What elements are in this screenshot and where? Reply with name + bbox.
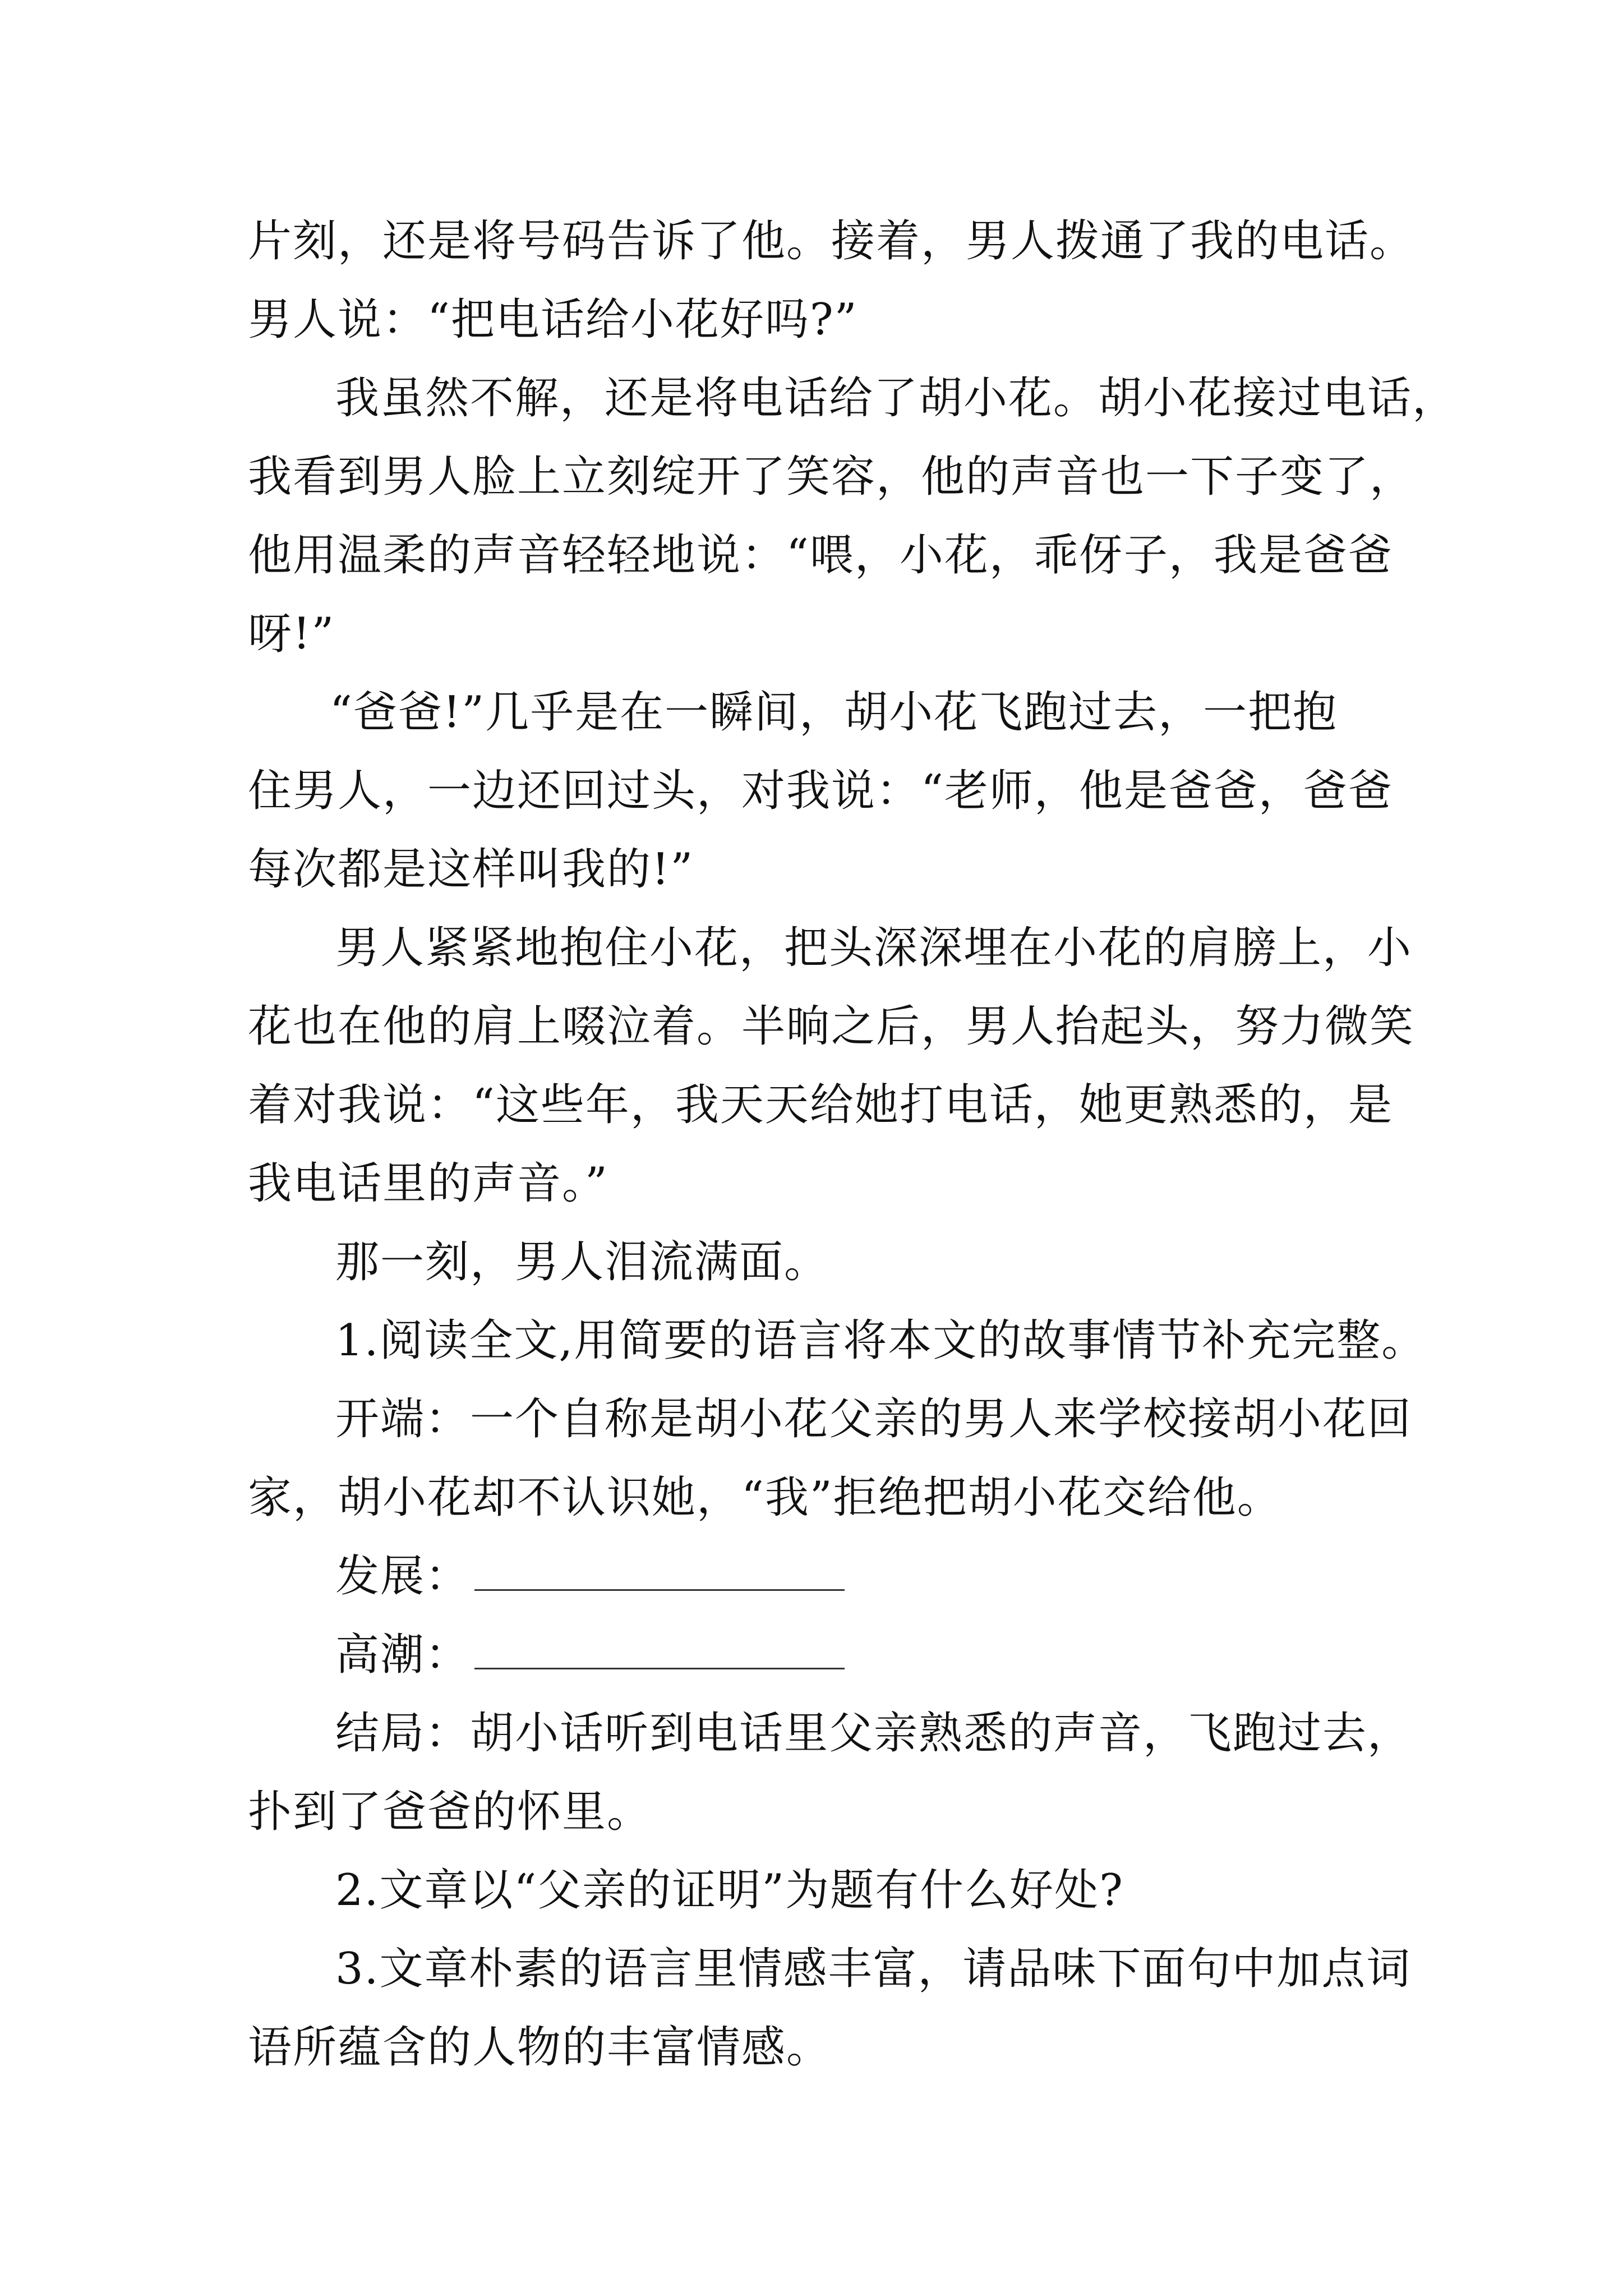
story-line-11: 花也在他的肩上啜泣着。半晌之后，男人抬起头，努力微笑 bbox=[248, 1001, 1415, 1052]
develop-label: 发展： bbox=[335, 1551, 471, 1602]
story-line-14: 那一刻，男人泪流满面。 bbox=[335, 1237, 829, 1287]
question-1-end-line-b: 扑到了爸爸的怀里。 bbox=[248, 1787, 652, 1837]
story-line-13: 我电话里的声音。” bbox=[248, 1158, 608, 1209]
story-line-10: 男人紧紧地抱住小花，把头深深埋在小花的肩膀上，小 bbox=[335, 923, 1413, 973]
question-1: 1.阅读全文,用简要的语言将本文的故事情节补充完整。 bbox=[335, 1315, 1427, 1366]
question-3-line-a: 3.文章朴素的语言里情感丰富，请品味下面句中加点词 bbox=[335, 1944, 1412, 1994]
develop-answer-blank[interactable] bbox=[474, 1587, 845, 1591]
story-line-9: 每次都是这样叫我的!” bbox=[248, 844, 694, 895]
story-line-7: “爸爸!”几乎是在一瞬间，胡小花飞跑过去，一把抱 bbox=[330, 687, 1338, 738]
question-3-line-b: 语所蕴含的人物的丰富情感。 bbox=[248, 2022, 832, 2073]
question-1-start-line-a: 开端：一个自称是胡小花父亲的男人来学校接胡小花回 bbox=[335, 1394, 1413, 1444]
story-line-1: 片刻，还是将号码告诉了他。接着，男人拨通了我的电话。 bbox=[248, 216, 1415, 266]
question-1-start-line-b: 家，胡小花却不认识她，“我”拒绝把胡小花交给他。 bbox=[248, 1473, 1282, 1523]
question-1-develop-row bbox=[335, 1548, 845, 1604]
question-2: 2.文章以“父亲的证明”为题有什么好处? bbox=[335, 1865, 1124, 1916]
climax-answer-blank[interactable] bbox=[474, 1665, 845, 1669]
story-line-2: 男人说：“把电话给小花好吗?” bbox=[248, 295, 858, 345]
question-1-end-line-a: 结局：胡小话听到电话里父亲熟悉的声音，飞跑过去， bbox=[335, 1708, 1413, 1759]
climax-label: 高潮： bbox=[335, 1630, 471, 1680]
question-1-climax-row bbox=[335, 1627, 845, 1683]
story-line-12: 着对我说：“这些年，我天天给她打电话，她更熟悉的，是 bbox=[248, 1080, 1393, 1130]
story-line-8: 住男人，一边还回过头，对我说：“老师，他是爸爸，爸爸 bbox=[248, 766, 1393, 816]
story-line-3: 我虽然不解，还是将电话给了胡小花。胡小花接过电话， bbox=[335, 373, 1458, 424]
story-line-4: 我看到男人脸上立刻绽开了笑容，他的声音也一下子变了， bbox=[248, 452, 1415, 502]
story-line-5: 他用温柔的声音轻轻地说：“喂，小花，乖伢子，我是爸爸 bbox=[248, 530, 1393, 581]
story-line-6: 呀!” bbox=[248, 609, 335, 659]
